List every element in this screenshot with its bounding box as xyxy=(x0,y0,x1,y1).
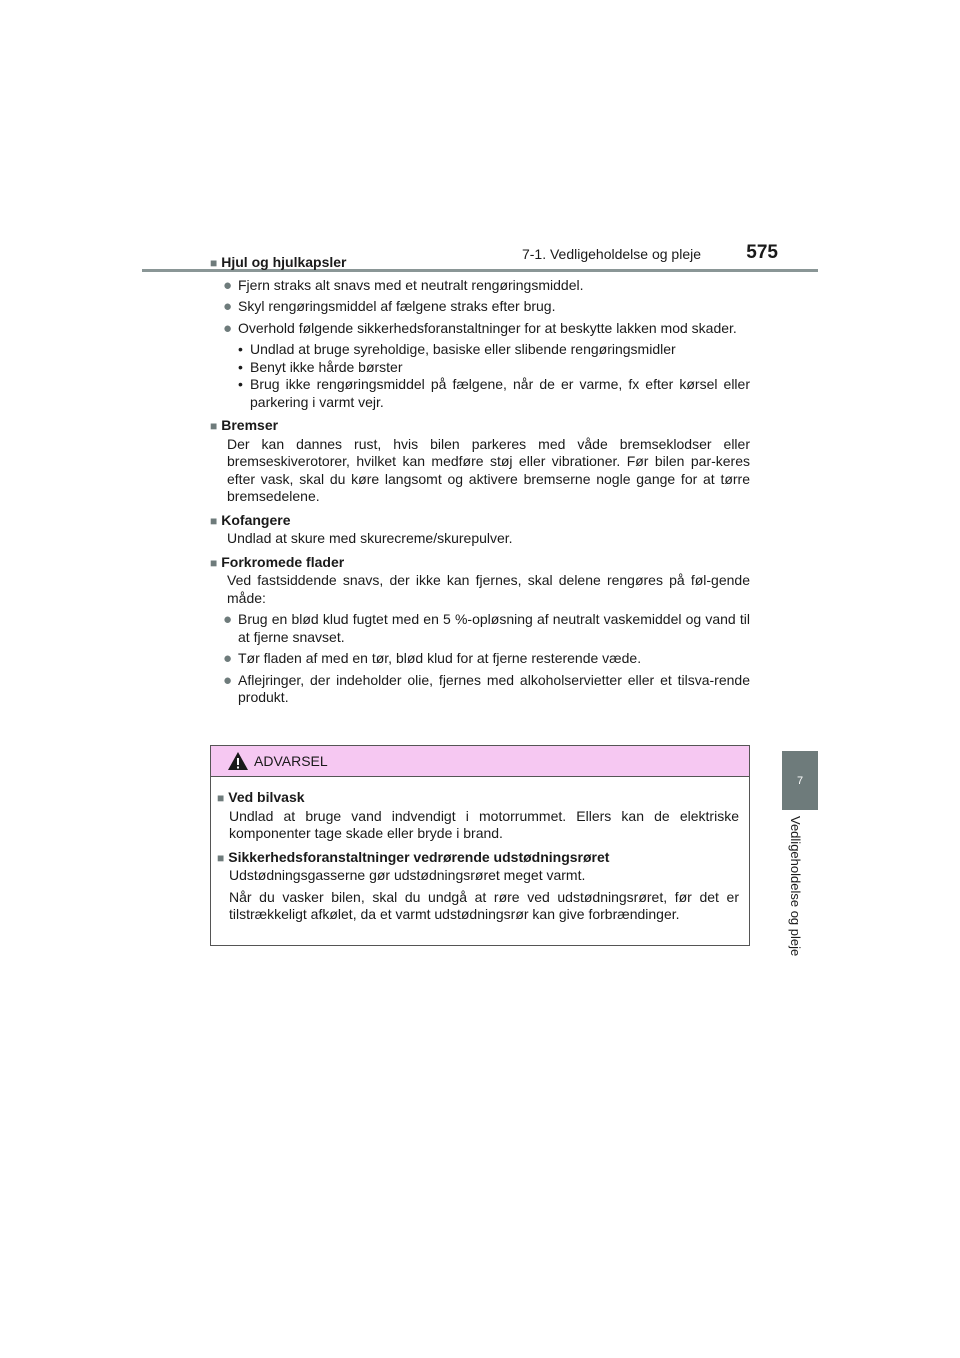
warning-body xyxy=(211,777,749,924)
header-section-title: 7-1. Vedligeholdelse og pleje xyxy=(521,246,701,262)
square-bullet-icon: ■ xyxy=(210,513,218,528)
warning-item-text: Når du vasker bilen, skal du undgå at røre ved udstødningsrøret, før det er tilstrækkeligt afkølet, da et varmt udstødningsrør kan give forbrændinger. xyxy=(229,888,739,922)
section-text-brakes: Der kan dannes rust, hvis bilen parkeres med våde bremseklodser eller bremseskiverotorer, hvilket kan medføre støj eller vibrationer. Før bilen par-keres efter vask, skal du køre langsomt og aktivere bremserne nogle gange for at tørre bremsedelene. xyxy=(227,435,750,504)
list-item: ● Brug en blød klud fugtet med en 5 %-opløsning af neutralt vaskemiddel og vand til at fjerne snavset. xyxy=(223,611,750,645)
section-heading-brakes: ■ Bremser xyxy=(210,417,279,433)
section-heading-wheels: ■ Hjul og hjulkapsler xyxy=(210,254,347,270)
circle-bullet-icon: ● xyxy=(223,319,233,337)
warning-header xyxy=(211,746,749,777)
sub-list-item: • Undlad at bruge syreholdige, basiske eller slibende rengøringsmidler xyxy=(238,341,676,357)
circle-bullet-icon: ● xyxy=(223,671,233,689)
warning-item-heading: ■ Ved bilvask xyxy=(217,789,305,805)
warning-title: ADVARSEL xyxy=(254,753,328,769)
square-bullet-icon: ■ xyxy=(217,850,225,865)
circle-bullet-icon: ● xyxy=(223,298,233,315)
square-bullet-icon: ■ xyxy=(210,419,218,433)
square-bullet-icon: ■ xyxy=(217,791,225,805)
circle-bullet-icon: ● xyxy=(223,650,233,667)
list-item: ● Tør fladen af med en tør, blød klud for at fjerne resterende væde. xyxy=(223,650,642,667)
section-heading-chrome: ■ Forkromede flader xyxy=(210,553,345,570)
list-item: ● Skyl rengøringsmiddel af fælgene straks efter brug. xyxy=(223,298,556,315)
circle-bullet-icon: ● xyxy=(223,276,233,294)
warning-box xyxy=(210,745,750,946)
warning-triangle-icon xyxy=(227,751,249,771)
section-text-chrome: Ved fastsiddende snavs, der ikke kan fjernes, skal delene rengøres på føl-gende måde: xyxy=(227,572,750,606)
sub-list-item: • Benyt ikke hårde børster xyxy=(238,358,403,375)
chapter-tab[interactable] xyxy=(782,751,818,810)
circle-bullet-icon: ● xyxy=(223,611,233,628)
square-bullet-icon: ■ xyxy=(210,555,218,570)
sub-list xyxy=(210,341,750,411)
side-chapter-title: Vedligeholdelse og pleje xyxy=(788,816,803,957)
main-content xyxy=(210,254,750,707)
sub-list-item: • Brug ikke rengøringsmiddel på fælgene, når de er varme, fx efter kørsel eller parkering i varmt vejr. xyxy=(238,376,750,410)
section-text-bumpers: Undlad at skure med skurecreme/skurepulver. xyxy=(227,530,513,546)
warning-item-text: Undlad at bruge vand indvendigt i motorrummet. Ellers kan de elektriske komponenter tage skade eller bryde i brand. xyxy=(229,807,739,841)
list-item: ● Overhold følgende sikkerhedsforanstaltninger for at beskytte lakken mod skader. xyxy=(223,319,737,337)
page-number: 575 xyxy=(746,242,778,263)
section-heading-bumpers: ■ Kofangere xyxy=(210,511,291,528)
warning-item-heading: ■ Sikkerhedsforanstaltninger vedrørende udstødningsrøret xyxy=(217,848,610,865)
square-bullet-icon: ■ xyxy=(210,256,218,270)
warning-item-text: Udstødningsgasserne gør udstødningsrøret meget varmt. xyxy=(229,867,586,883)
list-item: ● Fjern straks alt snavs med et neutralt rengøringsmiddel. xyxy=(223,276,584,294)
list-item: ● Aflejringer, der indeholder olie, fjernes med alkoholservietter eller et tilsva-rende produkt. xyxy=(223,671,750,705)
chapter-number: 7 xyxy=(796,774,804,787)
